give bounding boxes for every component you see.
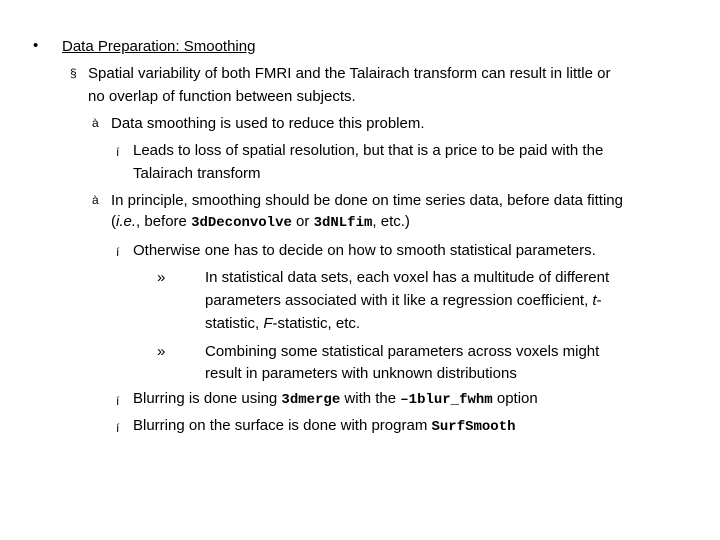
item-combining-line2: result in parameters with unknown distributions (205, 365, 517, 382)
line2-text: parameters associated with it like a regression coefficient, (205, 292, 593, 309)
item-blurring-3dmerge (133, 387, 538, 412)
code-3dnlfim: 3dNLfim (313, 215, 373, 231)
level5-bullet: » (157, 343, 166, 360)
item-statistical-sets-line2 (205, 289, 602, 312)
code-surfsmooth: SurfSmooth (431, 419, 516, 435)
level4-bullet: í (116, 394, 120, 408)
t-italic: t (592, 292, 597, 309)
blurring-text: Blurring is done using (133, 390, 282, 407)
level2-bullet: § (70, 66, 77, 80)
level3-bullet: à (92, 193, 99, 207)
item-statistical-sets-line1: In statistical data sets, each voxel has a multitude of different (205, 269, 610, 286)
dash-text: - (596, 292, 602, 309)
line3b-text: -statistic, etc. (272, 315, 361, 332)
level4-bullet: í (116, 421, 120, 435)
item-combining-line1: Combining some statistical parameters across voxels might (205, 343, 600, 360)
option-text: option (492, 390, 538, 407)
level3-bullet: à (92, 116, 99, 130)
level4-bullet: í (116, 245, 120, 259)
title-bullet: • (33, 37, 39, 54)
level5-bullet: » (157, 269, 166, 286)
f-italic: F (263, 315, 273, 332)
item-statistical-sets-line3 (205, 312, 360, 335)
code-1blur-fwhm: –1blur_fwhm (400, 392, 493, 408)
before-text: , before (136, 213, 192, 230)
item-principle-line1: In principle, smoothing should be done on time series data, before data fitting (111, 192, 623, 209)
line3a-text: statistic, (205, 315, 264, 332)
item-spatial-variability-line1: Spatial variability of both FMRI and the Talairach transform can result in little or (88, 65, 611, 82)
item-principle-line2 (111, 210, 410, 235)
item-otherwise: Otherwise one has to decide on how to smooth statistical parameters. (133, 242, 596, 259)
or-text: or (291, 213, 314, 230)
etc-text: , etc.) (372, 213, 410, 230)
code-3dmerge: 3dmerge (281, 392, 341, 408)
item-loss-resolution-line1: Leads to loss of spatial resolution, but that is a price to be paid with the (133, 142, 604, 159)
item-loss-resolution-line2: Talairach transform (133, 165, 261, 182)
paren-open: ( (111, 213, 116, 230)
item-spatial-variability-line2: no overlap of function between subjects. (88, 88, 356, 105)
ie-text: i.e. (116, 213, 137, 230)
level4-bullet: í (116, 145, 120, 159)
item-data-smoothing: Data smoothing is used to reduce this problem. (111, 115, 425, 132)
item-blurring-surface (133, 414, 516, 439)
slide-title: Data Preparation: Smoothing (62, 38, 256, 55)
code-3ddeconvolve: 3dDeconvolve (191, 215, 292, 231)
surface-text: Blurring on the surface is done with program (133, 417, 432, 434)
with-text: with the (340, 390, 401, 407)
